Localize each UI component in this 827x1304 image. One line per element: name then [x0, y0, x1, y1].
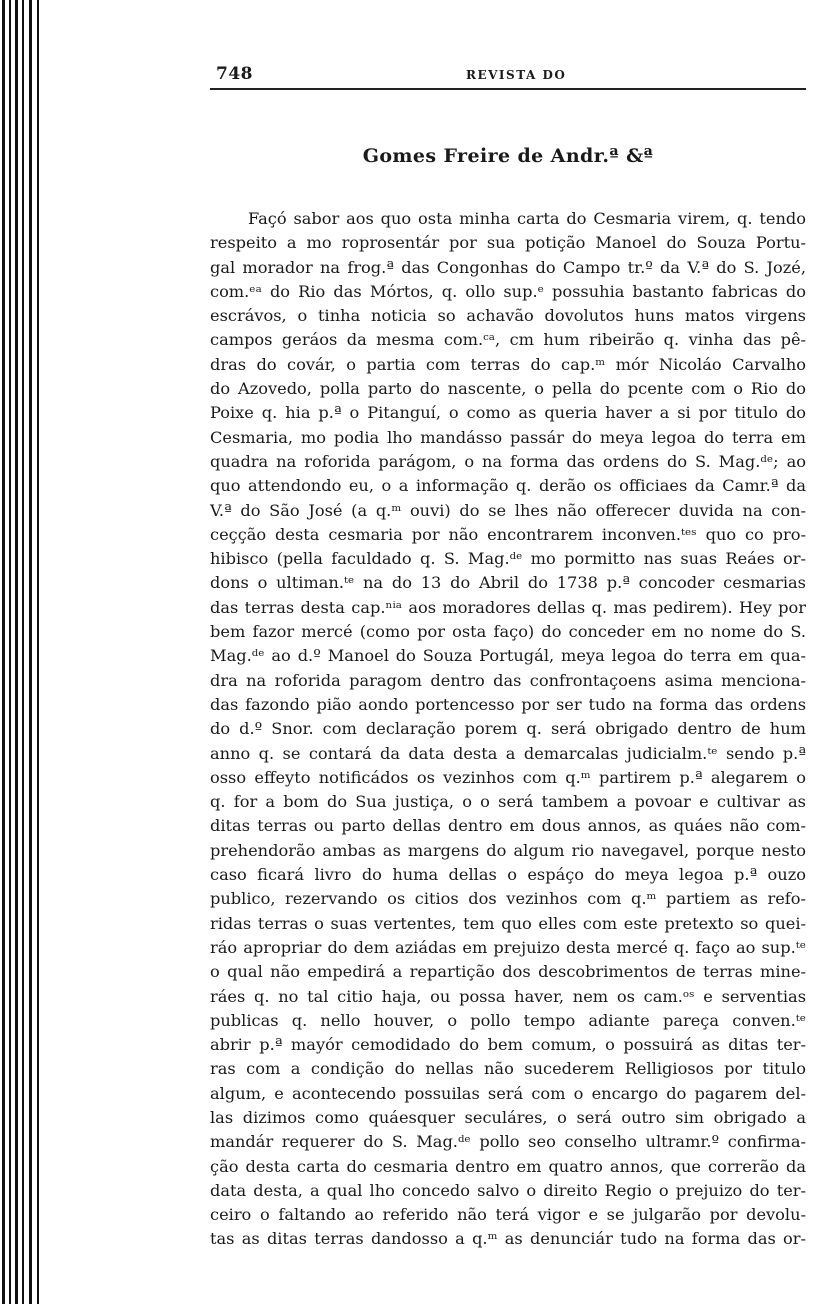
text-line: dras do covár, o partia com terras do cap.ᵐ mór Nicoláo Carvalho [210, 354, 806, 374]
text-line: publico, rezervando os citios dos vezinhos com q.ᵐ partiem as refo- [210, 889, 806, 909]
text-line: algum, e acontecendo possuilas será com o encargo do pagarem del- [210, 1083, 806, 1103]
text-line: osso effeyto notificádos os vezinhos com q.ᵐ partirem p.ª alegarem o [210, 767, 806, 787]
text-line: quadra na roforida parágom, o na forma das ordens do S. Mag.ᵈᵉ; ao [210, 451, 806, 471]
text-line: o qual não empedirá a repartição dos descobrimentos de terras mine- [210, 962, 806, 982]
text-line: anno q. se contará da data desta a demarcalas judicialm.ᵗᵉ sendo p.ª [210, 743, 806, 763]
text-line: ridas terras o suas vertentes, tem quo elles com este pretexto so quei- [210, 913, 806, 933]
text-line: do Azovedo, polla parto do nascente, o pella do pcente com o Rio do [210, 379, 806, 399]
text-line: Façó sabor aos quo osta minha carta do Cesmaria virem, q. tendo [248, 209, 806, 228]
text-line: ditas terras ou parto dellas dentro em dous annos, as quáes não com- [210, 816, 806, 836]
text-line: dra na roforida paragom dentro das confrontaçoens asima menciona- [210, 670, 806, 690]
text-line: Poixe q. hia p.ª o Pitanguí, o como as queria haver a si por titulo do [210, 403, 806, 423]
document-body [210, 207, 806, 1252]
text-line: data desta, a qual lho concedo salvo o direito Regio o prejuizo do ter- [210, 1180, 806, 1200]
document-page [210, 58, 806, 1252]
text-line: das terras desta cap.ⁿⁱᵃ aos moradores dellas q. mas pedirem). Hey por [210, 597, 806, 617]
page-binding-edge [0, 0, 46, 1304]
text-line: V.ª do São José (a q.ᵐ ouvi) do se lhes não offerecer duvida na con- [210, 500, 806, 520]
text-line: ceçção desta cesmaria por não encontrarem inconven.ᵗᵉˢ quo co pro- [210, 524, 806, 544]
document-title: Gomes Freire de Andr.ª &ª [362, 145, 654, 167]
text-line: quo attendondo eu, o a informação q. derão os officiaes da Camr.ª da [210, 476, 806, 496]
text-line: mandár requerer do S. Mag.ᵈᵉ pollo seo conselho ultramr.º confirma- [210, 1132, 806, 1152]
page-header [210, 58, 806, 90]
text-line: ras com a condição do nellas não sucederem Relligiosos por titulo [210, 1059, 806, 1079]
text-line: com.ᵉᵃ do Rio das Mórtos, q. ollo sup.ᵉ possuhia bastanto fabricas do [210, 281, 806, 301]
text-line: publicas q. nello houver, o pollo tempo adiante pareça conven.ᵗᵉ [210, 1010, 806, 1030]
text-line: das fazondo pião aondo portencesso por ser tudo na forma das ordens [210, 694, 806, 714]
text-line: ráo apropriar do dem aziádas em prejuizo desta mercé q. faço ao sup.ᵗᵉ [210, 937, 806, 957]
text-line: Mag.ᵈᵉ ao d.º Manoel do Souza Portugál, meya legoa do terra em qua- [210, 646, 806, 666]
text-line: q. for a bom do Sua justiça, o o será tambem a povoar e cultivar as [210, 792, 806, 812]
text-line: ceiro o faltando ao referido não terá vigor e se julgarão por devolu- [210, 1205, 806, 1225]
text-line: ção desta carta do cesmaria dentro em quatro annos, que correrão da [210, 1156, 806, 1176]
running-head: REVISTA DO [466, 68, 567, 82]
text-line: caso ficará livro do huma dellas o espáço do meya legoa p.ª ouzo [210, 865, 806, 885]
text-line: dons o ultiman.ᵗᵉ na do 13 do Abril do 1738 p.ª concoder cesmarias [210, 573, 806, 593]
page-number: 748 [216, 64, 253, 84]
text-line: hibisco (pella faculdado q. S. Mag.ᵈᵉ mo pormitto nas suas Reáes or- [210, 549, 806, 569]
text-line: gal morador na frog.ª das Congonhas do Campo tr.º da V.ª do S. Jozé, [210, 257, 806, 277]
text-line: Cesmaria, mo podia lho mandásso passár do meya legoa do terra em [210, 427, 806, 447]
text-line: respeito a mo roprosentár por sua potição Manoel do Souza Portu- [210, 233, 806, 253]
text-line: tas as ditas terras dandosso a q.ᵐ as denunciár tudo na forma das or- [210, 1229, 806, 1249]
text-line: do d.º Snor. com declaração porem q. será obrigado dentro de hum [210, 719, 806, 739]
text-line: prehendorão ambas as margens do algum rio navegavel, porque nesto [210, 840, 806, 860]
text-line: abrir p.ª mayór cemodidado do bem comum, o possuirá as ditas ter- [210, 1035, 806, 1055]
text-line: campos geráos da mesma com.ᶜᵃ, cm hum ribeirão q. vinha das pê- [210, 330, 806, 350]
text-line: bem fazor mercé (como por osta faço) do conceder em no nome do S. [210, 622, 806, 642]
text-line: ráes q. no tal citio haja, ou possa haver, nem os cam.ᵒˢ e serventias [210, 986, 806, 1006]
text-line: las dizimos como quáesquer seculáres, o será outro sim obrigado a [210, 1107, 806, 1127]
text-line: escrávos, o tinha noticia so achavão dovolutos huns matos virgens [210, 306, 806, 326]
